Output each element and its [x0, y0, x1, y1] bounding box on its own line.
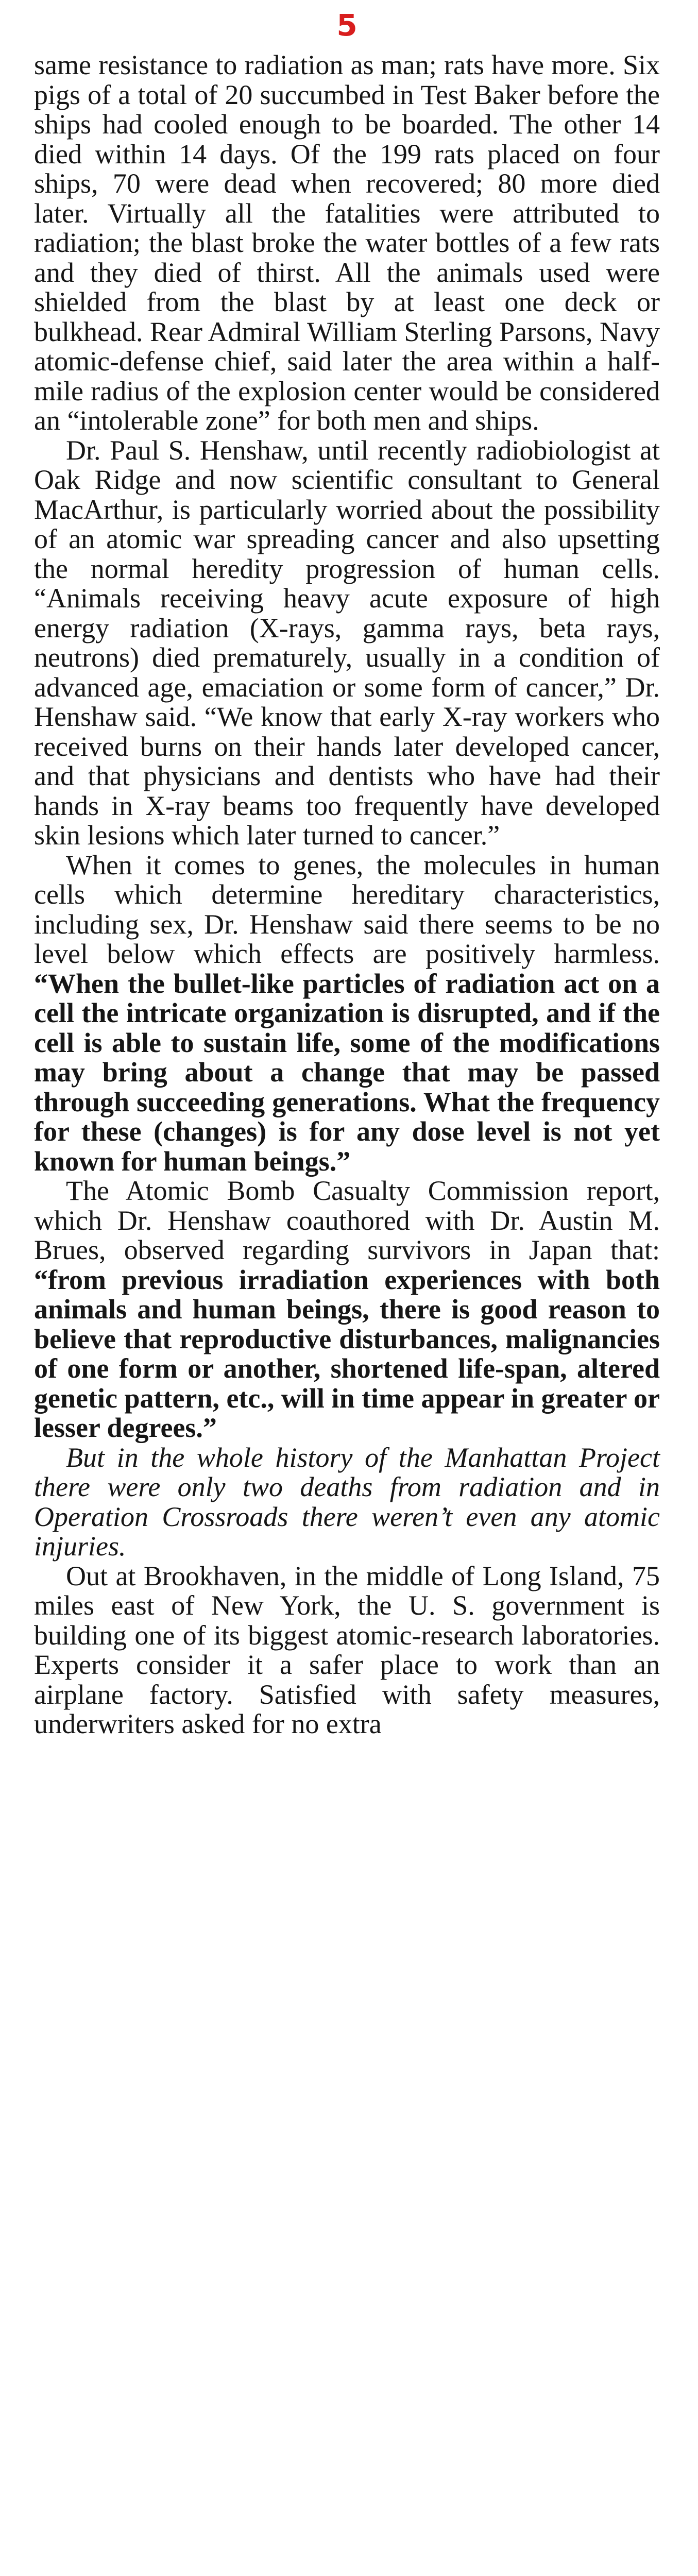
paragraph-3-text: When it comes to genes, the molecules in human cells which determine hereditary characteristics, including sex, Dr. Henshaw said there seems to be no level below which effects are positively harmless. [34, 849, 660, 969]
paragraph-3-quote: “When the bullet-like particles of radiation act on a cell the intricate organization is disrupted, and if the cell is able to sustain life, some of the modifications may bring about a change that may be passed through succeeding generations. What the frequency for these (changes) is for any dose level is not yet known for human beings.” [34, 968, 660, 1177]
paragraph-4 [34, 1176, 660, 1443]
paragraph-2-text: Dr. Paul S. Henshaw, until recently radiobiologist at Oak Ridge and now scientific consultant to General MacArthur, is particularly worried about the possibility of an atomic war spreading cancer and also upsetting the normal heredity progression of human cells. “Animals receiving heavy acute exposure of high energy radiation (X-rays, gamma rays, beta rays, neutrons) died prematurely, usually in a condition of advanced age, emaciation or some form of cancer,” Dr. Henshaw said. “We know that early X-ray workers who received burns on their hands later developed cancer, and that physicians and dentists who have had their hands in X-ray beams too frequently have developed skin lesions which later turned to cancer.” [34, 434, 660, 851]
paragraph-1-text: same resistance to radiation as man; rats have more. Six pigs of a total of 20 succumbed in Test Baker before the ships had cooled enough to be boarded. The other 14 died within 14 days. Of the 199 rats placed on four ships, 70 were dead when recovered; 80 more died later. Virtually all the fatalities were attributed to radiation; the blast broke the water bottles of a few rats and they died of thirst. All the animals used were shielded from the blast by at least one deck or bulkhead. Rear Admiral William Sterling Parsons, Navy atomic-defense chief, said later the area within a half-mile radius of the explosion center would be considered an “intolerable zone” for both men and ships. [34, 49, 660, 436]
paragraph-4-text: The Atomic Bomb Casualty Commission report, which Dr. Henshaw coauthored with Dr. Austin M. Brues, observed regarding survivors in Japan that: [34, 1175, 660, 1265]
paragraph-1 [34, 50, 660, 436]
paragraph-5 [34, 1443, 660, 1562]
page-number: 5 [336, 8, 357, 43]
paragraph-3 [34, 851, 660, 1177]
paragraph-4-quote: “from previous irradiation experiences with both animals and human beings, there is good reason to believe that reproductive disturbances, malignancies of one form or another, shortened life-span, altered genetic pattern, etc., will in time appear in greater or lesser degrees.” [34, 1264, 660, 1443]
paragraph-6-text: Out at Brookhaven, in the middle of Long Island, 75 miles east of New York, the U. S. government is building one of its biggest atomic-research laboratories. Experts consider it a safer place to work than an airplane factory. Satisfied with safety measures, underwriters asked for no extra [34, 1560, 660, 1739]
article-body [34, 50, 660, 1739]
paragraph-5-text: But in the whole history of the Manhattan Project there were only two deaths from radiation and in Operation Crossroads there weren’t even any atomic injuries. [34, 1442, 660, 1562]
paragraph-2 [34, 436, 660, 851]
paragraph-6 [34, 1562, 660, 1739]
